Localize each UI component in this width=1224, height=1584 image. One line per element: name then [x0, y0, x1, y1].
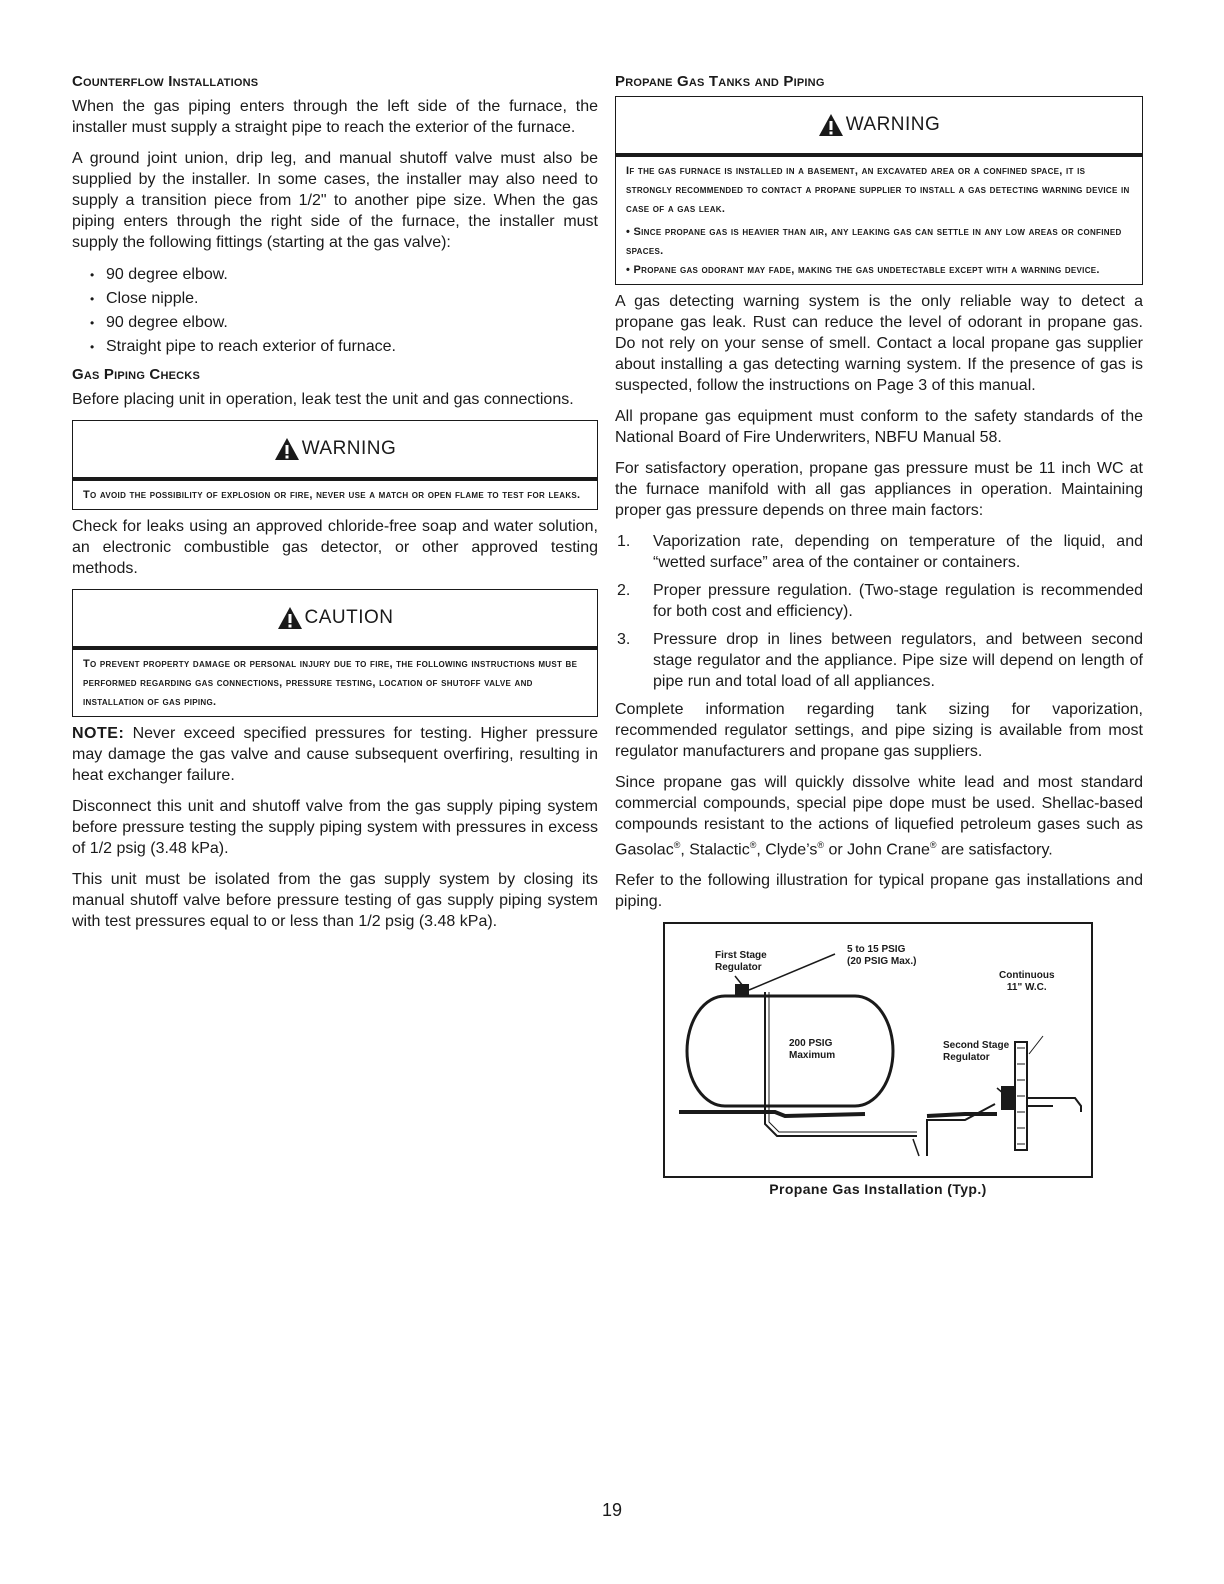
tank-pressure-label: [789, 1038, 835, 1062]
second-stage-label: [943, 1040, 1009, 1064]
registered-mark: ®: [673, 840, 681, 850]
left-column: [72, 72, 598, 942]
detect-paragraph: A gas detecting warning system is the only reliable way to detect a propane gas leak. Rust can reduce the level of odorant in propane gas. Do not rely on your sense of smell. Contact a local propane gas supplier about installing a gas detecting warning system. If the presence of gas is suspected, follow the instructions on Page 3 of this manual.: [615, 293, 1143, 394]
warning-box: [72, 420, 598, 510]
underground-pipe: [769, 992, 917, 1132]
pipe-dope-text: , Stalactic: [680, 841, 750, 859]
note-text: Never exceed specified pressures for testing. Higher pressure may damage the gas valve and cause subsequent overfiring, resulting in heat exchanger failure.: [72, 725, 598, 784]
refer-paragraph: Refer to the following illustration for typical propane gas installations and piping.: [615, 872, 1143, 911]
right-column: [615, 72, 1143, 1197]
warning-header: [616, 97, 1142, 153]
pressure-range-label: [847, 944, 916, 968]
checks-paragraph-1: Before placing unit in operation, leak test the unit and gas connections.: [72, 391, 574, 408]
warning-bullet: • Propane gas odorant may fade, making the gas undetectable except with a warning device.: [626, 264, 1100, 276]
list-text: Pressure drop in lines between regulators, and between second stage regulator and the appliance. Pipe size will depend on length of pipe run and total load of all appliances.: [653, 631, 1143, 690]
caution-header: [73, 590, 597, 646]
pipe-break: [913, 1139, 919, 1156]
warning-text: To avoid the possibility of explosion or fire, never use a match or open flame to test for leaks.: [83, 489, 581, 501]
list-item: [615, 629, 1143, 692]
gas-piping-checks-heading: Gas Piping Checks: [72, 366, 200, 383]
list-item: • 90 degree elbow.: [90, 263, 598, 287]
page-number: 19: [601, 1500, 623, 1520]
pipe-dope-text: Since propane gas will quickly dissolve white lead and most standard commercial compounds, special pipe dope must be used. Shellac-based compounds resistant to the actions of liquefied petroleum gases such as Gasolac: [615, 774, 1143, 859]
caution-title: CAUTION: [304, 607, 394, 628]
propane-installation-figure: [663, 922, 1093, 1197]
checks-paragraph-2: Check for leaks using an approved chloride-free soap and water solution, an electronic combustible gas detector, or other approved testing methods.: [72, 518, 598, 577]
warning-title: WARNING: [845, 114, 941, 135]
propane-heading: Propane Gas Tanks and Piping: [615, 73, 825, 90]
pressure-paragraph: For satisfactory operation, propane gas pressure must be 11 inch WC at the furnace manifold with all gas appliances in operation. Maintaining proper gas pressure depends on three main factors:: [615, 460, 1143, 519]
counterflow-paragraph-2: A ground joint union, drip leg, and manual shutoff valve must also be supplied by the installer. In some cases, the installer may also need to supply a transition piece from 1/2" to another pipe size. When the gas piping enters through the right side of the furnace, the installer must supply the following fittings (starting at the gas valve):: [72, 150, 598, 251]
label-line: 200 PSIG: [789, 1038, 833, 1050]
counterflow-heading: Counterflow Installations: [72, 73, 259, 90]
pipe-dope-text: , Clyde’s: [756, 841, 818, 859]
registered-mark: ®: [749, 840, 757, 850]
label-line: Regulator: [715, 962, 762, 974]
list-item: [615, 580, 1143, 622]
counterflow-paragraph-1: When the gas piping enters through the left side of the furnace, the installer must supply a straight pipe to reach the exterior of the furnace.: [72, 98, 598, 136]
pipe-dope-text: are satisfactory.: [936, 841, 1053, 859]
registered-mark: ®: [929, 840, 937, 850]
label-line: Continuous: [999, 970, 1055, 982]
label-line: 11" W.C.: [1006, 982, 1047, 994]
disconnect-paragraph: Disconnect this unit and shutoff valve from the gas supply piping system before pressure testing the supply piping system with pressures in excess of 1/2 psig (3.48 kPa).: [72, 798, 598, 857]
warning-body: [616, 157, 1142, 284]
label-line: (20 PSIG Max.): [847, 956, 917, 968]
figure-caption: Propane Gas Installation (Typ.): [769, 1181, 987, 1198]
list-item: • Close nipple.: [90, 287, 598, 311]
first-stage-label: [715, 950, 767, 974]
warning-bullet-text: Propane gas odorant may fade, making the gas undetectable except with a warning device.: [633, 264, 1100, 276]
warning-bullet-text: Since propane gas is heavier than air, any leaking gas can settle in any low areas or confined spaces.: [626, 226, 1122, 257]
label-line: First Stage: [715, 950, 767, 962]
caution-box: [72, 589, 598, 717]
warning-text: If the gas furnace is installed in a basement, an excavated area or a confined space, it is strongly recommended to contact a propane supplier to install a gas detecting warning device in case of a gas leak.: [626, 165, 1130, 215]
pipe-dope-text: or John Crane: [824, 841, 930, 859]
caution-text: To prevent property damage or personal injury due to fire, the following instructions must be performed regarding gas connections, pressure testing, location of shutoff valve and installation of gas piping.: [83, 658, 578, 708]
note-paragraph: [72, 723, 598, 786]
conform-paragraph: All propane gas equipment must conform to the safety standards of the National Board of Fire Underwriters, NBFU Manual 58.: [615, 408, 1143, 446]
list-item: • 90 degree elbow.: [90, 311, 598, 335]
fittings-list: [72, 263, 598, 359]
list-item: [615, 531, 1143, 573]
warning-triangle-icon: [274, 437, 300, 461]
label-line: Regulator: [943, 1052, 990, 1064]
warning-triangle-icon: [818, 113, 844, 137]
list-number: 3.: [617, 631, 631, 648]
factors-list: [615, 531, 1143, 692]
list-number: 2.: [617, 582, 631, 599]
riser-pipe: [927, 1104, 995, 1156]
warning-title: WARNING: [301, 438, 397, 459]
warning-header: [73, 421, 597, 477]
label-line: Maximum: [789, 1050, 836, 1062]
list-number: 1.: [617, 533, 631, 550]
complete-paragraph: Complete information regarding tank sizing for vaporization, recommended regulator settings, and pipe sizing is available from most regulator manufacturers and propane gas suppliers.: [615, 701, 1143, 760]
list-text: Proper pressure regulation. (Two-stage regulation is recommended for both cost and efficiency).: [653, 582, 1143, 620]
list-item: • Straight pipe to reach exterior of furnace.: [90, 335, 598, 359]
continuous-label: [999, 970, 1055, 994]
label-line: Second Stage: [943, 1040, 1010, 1052]
warning-bullet: • Since propane gas is heavier than air, any leaking gas can settle in any low areas or confined spaces.: [626, 226, 1122, 257]
ground-right: [927, 1114, 997, 1116]
warning-triangle-icon: [277, 606, 303, 630]
registered-mark: ®: [817, 840, 825, 850]
figure-frame: [663, 922, 1093, 1178]
note-label: NOTE:: [72, 725, 125, 742]
ground-left: [679, 1112, 865, 1116]
pipe-dope-paragraph: [615, 772, 1143, 860]
list-text: Vaporization rate, depending on temperature of the liquid, and “wetted surface” area of the container or containers.: [653, 533, 1143, 571]
label-line: 5 to 15 PSIG: [847, 944, 906, 956]
isolate-paragraph: This unit must be isolated from the gas supply system by closing its manual shutoff valve before pressure testing of gas supply piping system with test pressures equal to or less than 1/2 psig (3.48 kPa).: [72, 871, 598, 930]
propane-warning-box: [615, 96, 1143, 285]
